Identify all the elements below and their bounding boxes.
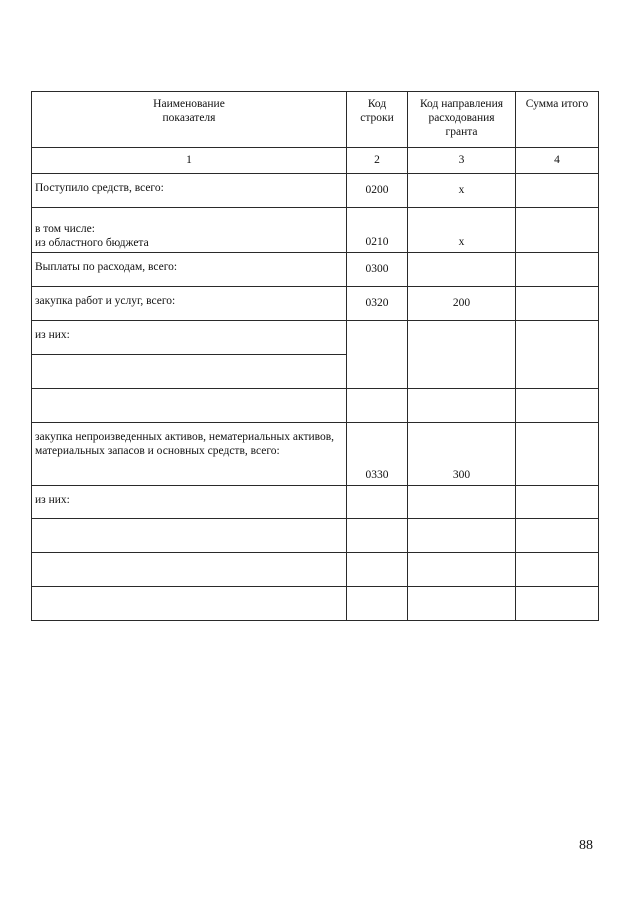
row-code — [347, 553, 408, 587]
row-total — [516, 519, 599, 553]
row-total — [516, 587, 599, 621]
row-label — [32, 389, 347, 423]
row-code: 0200 — [347, 174, 408, 208]
row-code: 0320 — [347, 287, 408, 321]
row-label: закупка работ и услуг, всего: — [32, 287, 347, 321]
row-total — [516, 174, 599, 208]
table-row — [32, 553, 599, 587]
row-label — [32, 553, 347, 587]
row-total — [516, 553, 599, 587]
column-number: 4 — [516, 148, 599, 174]
row-label: Выплаты по расходам, всего: — [32, 253, 347, 287]
table-row — [32, 519, 599, 553]
row-code — [347, 519, 408, 553]
table-row — [32, 174, 599, 208]
column-number-row — [32, 148, 599, 174]
grant-expenditure-table — [31, 91, 599, 621]
row-total — [516, 423, 599, 486]
row-direction: x — [408, 174, 516, 208]
row-code — [347, 587, 408, 621]
table-row — [32, 486, 599, 519]
column-number: 3 — [408, 148, 516, 174]
row-direction — [408, 321, 516, 389]
table-row — [32, 423, 599, 486]
row-label: Поступило средств, всего: — [32, 174, 347, 208]
header-direction-code: Код направления расходования гранта — [408, 92, 516, 148]
table-row — [32, 253, 599, 287]
column-number: 1 — [32, 148, 347, 174]
table-row — [32, 208, 599, 253]
row-direction — [408, 587, 516, 621]
row-total — [516, 321, 599, 389]
row-code: 0300 — [347, 253, 408, 287]
table-row — [32, 287, 599, 321]
row-label — [32, 587, 347, 621]
row-direction — [408, 253, 516, 287]
column-number: 2 — [347, 148, 408, 174]
row-total — [516, 486, 599, 519]
row-direction: x — [408, 208, 516, 253]
row-direction: 300 — [408, 423, 516, 486]
header-total-sum: Сумма итого — [516, 92, 599, 148]
row-direction — [408, 519, 516, 553]
row-label: в том числе: из областного бюджета — [32, 208, 347, 253]
row-label: из них: — [32, 486, 347, 519]
page-number: 88 — [579, 838, 593, 853]
row-code — [347, 389, 408, 423]
row-direction: 200 — [408, 287, 516, 321]
header-indicator-name: Наименование показателя — [32, 92, 347, 148]
row-label — [32, 519, 347, 553]
row-label: закупка непроизведенных активов, нематериальных активов, материальных запасов и основных средств, всего: — [32, 423, 347, 486]
header-line-code: Код строки — [347, 92, 408, 148]
report-form — [31, 91, 598, 621]
row-direction — [408, 553, 516, 587]
table-row — [32, 389, 599, 423]
row-code: 0210 — [347, 208, 408, 253]
header-row — [32, 92, 599, 148]
row-total — [516, 287, 599, 321]
row-total — [516, 253, 599, 287]
table-row — [32, 321, 599, 355]
row-direction — [408, 389, 516, 423]
row-total — [516, 389, 599, 423]
table-row — [32, 587, 599, 621]
row-code — [347, 321, 408, 389]
row-label — [32, 355, 347, 389]
row-code: 0330 — [347, 423, 408, 486]
row-direction — [408, 486, 516, 519]
row-label: из них: — [32, 321, 347, 355]
row-total — [516, 208, 599, 253]
row-code — [347, 486, 408, 519]
